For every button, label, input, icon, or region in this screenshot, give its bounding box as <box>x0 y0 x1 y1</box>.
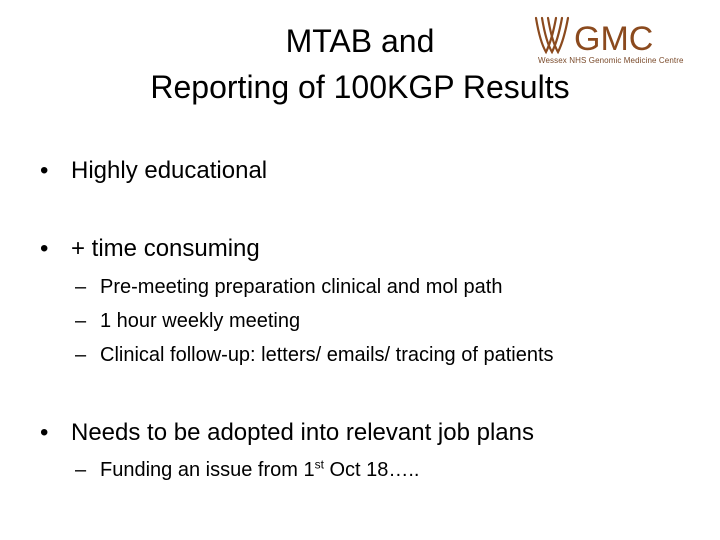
sub-bullet <box>75 273 502 301</box>
bullet-text: Highly educational <box>71 157 268 184</box>
sub-bullet-text: Pre-meeting preparation clinical and mol path <box>100 276 503 298</box>
title-line-1: MTAB and <box>285 23 435 59</box>
dash-glyph: – <box>75 459 87 481</box>
sub-bullet <box>75 307 300 335</box>
bullet-text: Needs to be adopted into relevant job plans <box>71 419 534 446</box>
bullet-glyph: • <box>40 157 49 184</box>
funding-text-after: Oct 18….. <box>323 459 420 481</box>
sub-bullet-text: 1 hour weekly meeting <box>100 310 301 332</box>
logo-subtitle: Wessex NHS Genomic Medicine Centre <box>538 56 684 65</box>
bullet-text: + time consuming <box>71 235 260 262</box>
ordinal-suffix: st <box>314 457 324 472</box>
dash-glyph: – <box>75 276 87 298</box>
bullet-job-plans <box>40 418 534 448</box>
dash-glyph: – <box>75 310 87 332</box>
bullet-glyph: • <box>40 419 49 446</box>
sub-bullet-text: Clinical follow-up: letters/ emails/ tracing of patients <box>100 344 554 366</box>
bullet-highly-educational <box>40 156 267 186</box>
bullet-glyph: • <box>40 235 49 262</box>
logo-text: GMC <box>574 20 654 58</box>
sub-bullet-funding <box>75 456 420 484</box>
sub-bullet <box>75 341 554 369</box>
bullet-time-consuming <box>40 234 260 264</box>
dash-glyph: – <box>75 344 87 366</box>
title-line-2: Reporting of 100KGP Results <box>150 69 570 105</box>
funding-text-before: Funding an issue from 1 <box>100 459 315 481</box>
